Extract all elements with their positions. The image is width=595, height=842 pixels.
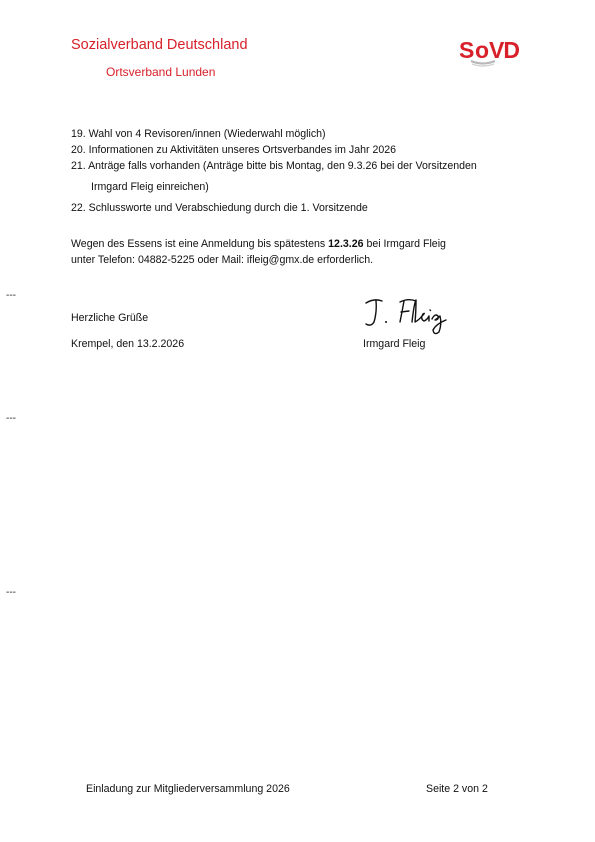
agenda-item-21-continuation: Irmgard Fleig einreichen) [91,181,209,193]
registration-deadline: 12.3.26 [328,238,364,250]
svg-text:S: S [459,37,474,63]
sovd-logo [457,36,537,68]
agenda-item-20: 20. Informationen zu Aktivitäten unseres Ortsverbandes im Jahr 2026 [71,144,397,156]
greeting: Herzliche Grüße [71,312,149,324]
margin-marker: --- [6,587,16,598]
agenda-item-22: 22. Schlussworte und Verabschiedung durch die 1. Vorsitzende [71,202,368,214]
page-number: Seite 2 von 2 [426,783,488,795]
svg-text:o: o [475,37,490,63]
footer-title: Einladung zur Mitgliederversammlung 2026 [86,783,290,795]
registration-line-1 [71,238,446,250]
handwritten-signature [362,292,462,338]
agenda-item-19: 19. Wahl von 4 Revisoren/innen (Wiederwahl möglich) [71,128,326,140]
agenda-item-21: 21. Anträge falls vorhanden (Anträge bitte bis Montag, den 9.3.26 bei der Vorsitzenden [71,160,477,172]
place-and-date: Krempel, den 13.2.2026 [71,338,185,350]
svg-text:VD: VD [489,37,519,63]
signatory-name: Irmgard Fleig [363,338,426,350]
registration-contact: bei Irmgard Fleig [363,238,446,250]
organization-unit: Ortsverband Lunden [106,65,216,79]
margin-marker: --- [6,290,16,301]
registration-text: Wegen des Essens ist eine Anmeldung bis spätestens [71,238,329,250]
organization-name: Sozialverband Deutschland [71,37,248,53]
margin-marker: --- [6,413,16,424]
registration-line-2: unter Telefon: 04882-5225 oder Mail: ifleig@gmx.de erforderlich. [71,254,374,266]
